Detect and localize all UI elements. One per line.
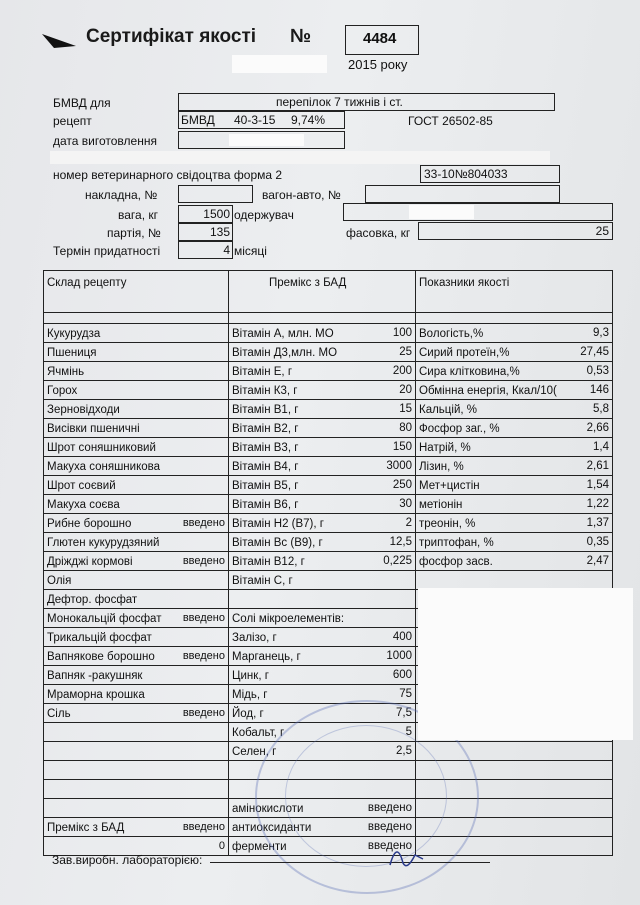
ingredient-cell <box>44 628 229 647</box>
ingredient-name: Кукурудза <box>47 328 101 340</box>
batch-value: 135 <box>209 225 230 239</box>
table-row <box>44 400 613 419</box>
ingredient-name: Рибне борошно <box>47 518 132 530</box>
ingredient-cell <box>44 400 229 419</box>
premix-name: Вітамін В4, г <box>232 461 299 473</box>
ingredient-cell <box>44 723 229 742</box>
weight-field <box>178 205 233 223</box>
quality-value: 1,22 <box>586 498 609 510</box>
premix-value: 12,5 <box>389 536 412 548</box>
premix-name: Мідь, г <box>232 689 268 701</box>
header-recipe-composition: Склад рецепту <box>44 271 229 313</box>
ingredient-name: Олія <box>47 575 72 587</box>
premix-cell <box>229 343 416 362</box>
ingredient-name: Дріжджі кормові <box>47 556 133 568</box>
premix-cell <box>229 609 416 628</box>
ingredient-cell <box>44 381 229 400</box>
premix-name: антиоксиданти <box>232 822 312 834</box>
ingredient-name: Премікс з БАД <box>47 822 125 834</box>
table-row <box>44 495 613 514</box>
ingredient-name: Горох <box>47 385 78 397</box>
premix-name: Цинк, г <box>232 670 269 682</box>
premix-cell <box>229 647 416 666</box>
vet-cert-field <box>420 165 560 183</box>
quality-name: Обмінна енергія, Ккал/10( <box>419 385 557 397</box>
premix-name: Вітамін Н2 (В7), г <box>232 518 324 530</box>
ingredient-cell <box>44 590 229 609</box>
table-row <box>44 476 613 495</box>
ingredient-cell <box>44 438 229 457</box>
quality-cell <box>416 381 613 400</box>
quality-cell <box>416 324 613 343</box>
premix-name: Вітамін К3, г <box>232 385 298 397</box>
premix-name: Марганець, г <box>232 651 301 663</box>
ingredient-name: Зерновідходи <box>47 404 120 416</box>
table-row <box>44 533 613 552</box>
ingredient-note: введено <box>182 707 225 719</box>
premix-value: 7,5 <box>396 707 412 719</box>
premix-cell <box>229 552 416 571</box>
ingredient-note: 0 <box>218 840 225 852</box>
certificate-number-box <box>345 25 419 55</box>
weight-label: вага, кг <box>118 208 158 222</box>
quality-name: фосфор засв. <box>419 556 493 568</box>
premix-name: Кобальт, г <box>232 727 285 739</box>
premix-value: 15 <box>399 403 412 415</box>
signature-mark <box>385 835 435 875</box>
ingredient-name: Макуха соєва <box>47 499 120 511</box>
ingredient-cell <box>44 476 229 495</box>
premix-value: 5 <box>405 726 412 738</box>
packing-label: фасовка, кг <box>346 226 411 240</box>
quality-cell <box>416 533 613 552</box>
ingredient-name: Ячмінь <box>47 366 85 378</box>
ingredient-cell <box>44 799 229 818</box>
premix-value: 2 <box>405 517 412 529</box>
premix-cell <box>229 628 416 647</box>
redacted-block <box>418 588 633 740</box>
ingredient-cell <box>44 514 229 533</box>
premix-value: введено <box>367 821 412 833</box>
premix-name: амінокислоти <box>232 803 304 815</box>
table-header-row <box>44 271 613 313</box>
premix-cell <box>229 666 416 685</box>
ingredient-name: Сіль <box>47 708 71 720</box>
gost-standard: ГОСТ 26502-85 <box>408 114 493 128</box>
premix-value: 1000 <box>386 650 412 662</box>
quality-cell <box>416 514 613 533</box>
recipient-field <box>343 203 613 221</box>
ingredient-cell <box>44 666 229 685</box>
premix-name: Вітамін В5, г <box>232 480 299 492</box>
redacted-recipient <box>409 205 474 219</box>
premix-value: введено <box>367 840 412 852</box>
quality-name: Кальцій, % <box>419 404 477 416</box>
premix-name: Селен, г <box>232 746 277 758</box>
premix-cell <box>229 438 416 457</box>
manufacture-date-field <box>178 131 345 149</box>
ingredient-note: введено <box>182 555 225 567</box>
ingredient-name: Монокальцій фосфат <box>47 613 162 625</box>
premix-cell <box>229 533 416 552</box>
certificate-title: Сертифікат якості <box>86 26 257 47</box>
header-premix <box>229 271 416 313</box>
premix-cell <box>229 324 416 343</box>
premix-value: 200 <box>392 365 412 377</box>
quality-name: Натрій, % <box>419 442 471 454</box>
table-row <box>44 419 613 438</box>
recipient-label: одержувач <box>234 208 294 222</box>
vet-cert-value: 33-10№804033 <box>424 167 508 181</box>
packing-value: 25 <box>595 224 609 238</box>
premix-cell <box>229 476 416 495</box>
ingredient-cell <box>44 761 229 780</box>
manufacture-date-label: дата виготовлення <box>53 134 157 148</box>
header-premix-label: Премікс з БАД <box>269 277 347 289</box>
ingredient-cell <box>44 533 229 552</box>
quality-cell <box>416 400 613 419</box>
ingredient-cell <box>44 742 229 761</box>
quality-value: 2,47 <box>586 555 609 567</box>
ingredient-cell <box>44 780 229 799</box>
quality-cell <box>416 495 613 514</box>
premix-name: Вітамін Д3,млн. МО <box>232 347 338 359</box>
ingredient-cell <box>44 324 229 343</box>
recipe-label: рецепт <box>53 114 92 128</box>
ingredient-name: Дефтор. фосфат <box>47 594 138 606</box>
shelf-life-unit: місяці <box>234 244 267 258</box>
table-row <box>44 571 613 590</box>
premix-value: 600 <box>392 669 412 681</box>
table-row <box>44 514 613 533</box>
weight-value: 1500 <box>203 207 230 221</box>
quality-name: Фосфор заг., % <box>419 423 500 435</box>
quality-cell <box>416 438 613 457</box>
signature-line <box>210 862 490 863</box>
lab-head-label: Зав.виробн. лабораторією: <box>52 853 203 867</box>
premix-value: 3000 <box>386 460 412 472</box>
ingredient-cell <box>44 552 229 571</box>
corner-arrow-icon <box>40 28 80 50</box>
premix-value: 0,225 <box>383 555 412 567</box>
premix-value: 30 <box>399 498 412 510</box>
premix-name: Вітамін Вс (В9), г <box>232 537 323 549</box>
number-sign: № <box>290 26 312 47</box>
ingredient-cell <box>44 818 229 837</box>
quality-cell <box>416 362 613 381</box>
premix-name: Вітамін В6, г <box>232 499 299 511</box>
wagon-label: вагон-авто, № <box>262 188 341 202</box>
premix-cell <box>229 362 416 381</box>
redacted-manufacturer-line <box>50 151 550 164</box>
batch-field <box>178 223 233 241</box>
premix-cell <box>229 571 416 590</box>
wagon-field <box>365 185 560 203</box>
premix-name: Йод, г <box>232 708 264 720</box>
premix-cell <box>229 590 416 609</box>
ingredient-cell <box>44 343 229 362</box>
premix-name: Вітамін В2, г <box>232 423 299 435</box>
premix-value: 75 <box>399 688 412 700</box>
table-row <box>44 438 613 457</box>
certificate-number: 4484 <box>363 30 397 47</box>
premix-cell <box>229 457 416 476</box>
premix-value: 400 <box>392 631 412 643</box>
table-row <box>44 552 613 571</box>
ingredient-name: Мраморна крошка <box>47 689 145 701</box>
redacted-date-value <box>229 134 304 146</box>
ingredient-name: Шрот соєвий <box>47 480 116 492</box>
premix-name: Солі мікроелементів: <box>232 613 345 625</box>
quality-value: 27,45 <box>580 346 609 358</box>
premix-name: Вітамін В3, г <box>232 442 299 454</box>
premix-name: Вітамін С, г <box>232 575 293 587</box>
vet-cert-label: номер ветеринарного свідоцтва форма 2 <box>53 168 283 182</box>
premix-cell <box>229 419 416 438</box>
premix-value: 80 <box>399 422 412 434</box>
recipe-field <box>178 111 345 129</box>
quality-name: Сира клітковина,% <box>419 366 520 378</box>
quality-name: Сирий протеїн,% <box>419 347 510 359</box>
ingredient-name: Вапнякове борошно <box>47 651 155 663</box>
ingredient-name: Макуха соняшникова <box>47 461 161 473</box>
table-row <box>44 343 613 362</box>
invoice-field <box>178 185 253 203</box>
ingredient-note: введено <box>182 612 225 624</box>
table-row <box>44 324 613 343</box>
ingredient-name: Глютен кукурудзяний <box>47 537 160 549</box>
table-row <box>44 381 613 400</box>
ingredient-name: Пшениця <box>47 347 97 359</box>
ingredient-cell <box>44 704 229 723</box>
ingredient-note: введено <box>182 517 225 529</box>
premix-value: введено <box>367 802 412 814</box>
ingredient-note: введено <box>182 821 225 833</box>
table-row <box>44 362 613 381</box>
quality-name: Лізин, % <box>419 461 464 473</box>
quality-value: 2,66 <box>586 422 609 434</box>
premix-value: 2,5 <box>396 745 412 757</box>
ingredient-cell <box>44 362 229 381</box>
recipe-code: 40-3-15 <box>234 113 276 127</box>
ingredient-cell <box>44 685 229 704</box>
premix-cell <box>229 495 416 514</box>
ingredient-name: Трикальцій фосфат <box>47 632 152 644</box>
quality-cell <box>416 419 613 438</box>
quality-name: треонін, % <box>419 518 476 530</box>
premix-value: 150 <box>392 441 412 453</box>
ingredient-cell <box>44 571 229 590</box>
premix-name: Вітамін В12, г <box>232 556 305 568</box>
header-quality-indicators: Показники якості <box>416 271 613 313</box>
quality-name: триптофан, % <box>419 537 494 549</box>
premix-value: 100 <box>392 327 412 339</box>
quality-cell <box>416 343 613 362</box>
premix-name: Вітамін В1, г <box>232 404 299 416</box>
year-label: 2015 року <box>348 57 408 72</box>
premix-name: Вітамін Е, г <box>232 366 293 378</box>
quality-value: 1,4 <box>593 441 609 453</box>
shelf-life-value: 4 <box>223 243 230 257</box>
bmvd-for-label: БМВД для <box>53 96 111 110</box>
recipe-percent: 9,74% <box>291 113 326 127</box>
bmvd-for-field <box>178 93 555 111</box>
packing-field <box>418 222 613 240</box>
shelf-life-label: Термін придатності <box>53 244 161 258</box>
quality-value: 5,8 <box>593 403 609 415</box>
quality-value: 9,3 <box>593 327 609 339</box>
redacted-date <box>232 55 327 73</box>
ingredient-cell <box>44 419 229 438</box>
table-row <box>44 457 613 476</box>
ingredient-name: Вапняк -ракушняк <box>47 670 143 682</box>
premix-name: Залізо, г <box>232 632 277 644</box>
premix-cell <box>229 400 416 419</box>
invoice-label: накладна, № <box>85 188 158 202</box>
ingredient-name: Шрот соняшниковий <box>47 442 156 454</box>
quality-cell <box>416 476 613 495</box>
premix-cell <box>229 514 416 533</box>
premix-value: 250 <box>392 479 412 491</box>
quality-value: 2,61 <box>586 460 609 472</box>
premix-value: 25 <box>399 346 412 358</box>
quality-name: метіонін <box>419 499 463 511</box>
bmvd-for-value: перепілок 7 тижнів і ст. <box>276 95 403 109</box>
quality-value: 0,35 <box>586 536 609 548</box>
recipe-type: БМВД <box>181 113 215 127</box>
ingredient-cell <box>44 495 229 514</box>
ingredient-note: введено <box>182 650 225 662</box>
quality-cell <box>416 552 613 571</box>
quality-value: 146 <box>589 384 609 396</box>
premix-name: ферменти <box>232 841 287 853</box>
premix-name: Вітамін А, млн. МО <box>232 328 334 340</box>
quality-value: 0,53 <box>586 365 609 377</box>
batch-label: партія, № <box>107 226 161 240</box>
ingredient-name: Висівки пшеничні <box>47 423 140 435</box>
quality-cell <box>416 457 613 476</box>
quality-value: 1,54 <box>586 479 609 491</box>
shelf-life-field <box>178 241 233 259</box>
ingredient-cell <box>44 647 229 666</box>
ingredient-cell <box>44 609 229 628</box>
quality-cell <box>416 571 613 590</box>
ingredient-cell <box>44 457 229 476</box>
quality-value: 1,37 <box>586 517 609 529</box>
premix-value: 20 <box>399 384 412 396</box>
premix-cell <box>229 381 416 400</box>
quality-name: Мет+цистін <box>419 480 480 492</box>
quality-name: Вологість,% <box>419 328 484 340</box>
